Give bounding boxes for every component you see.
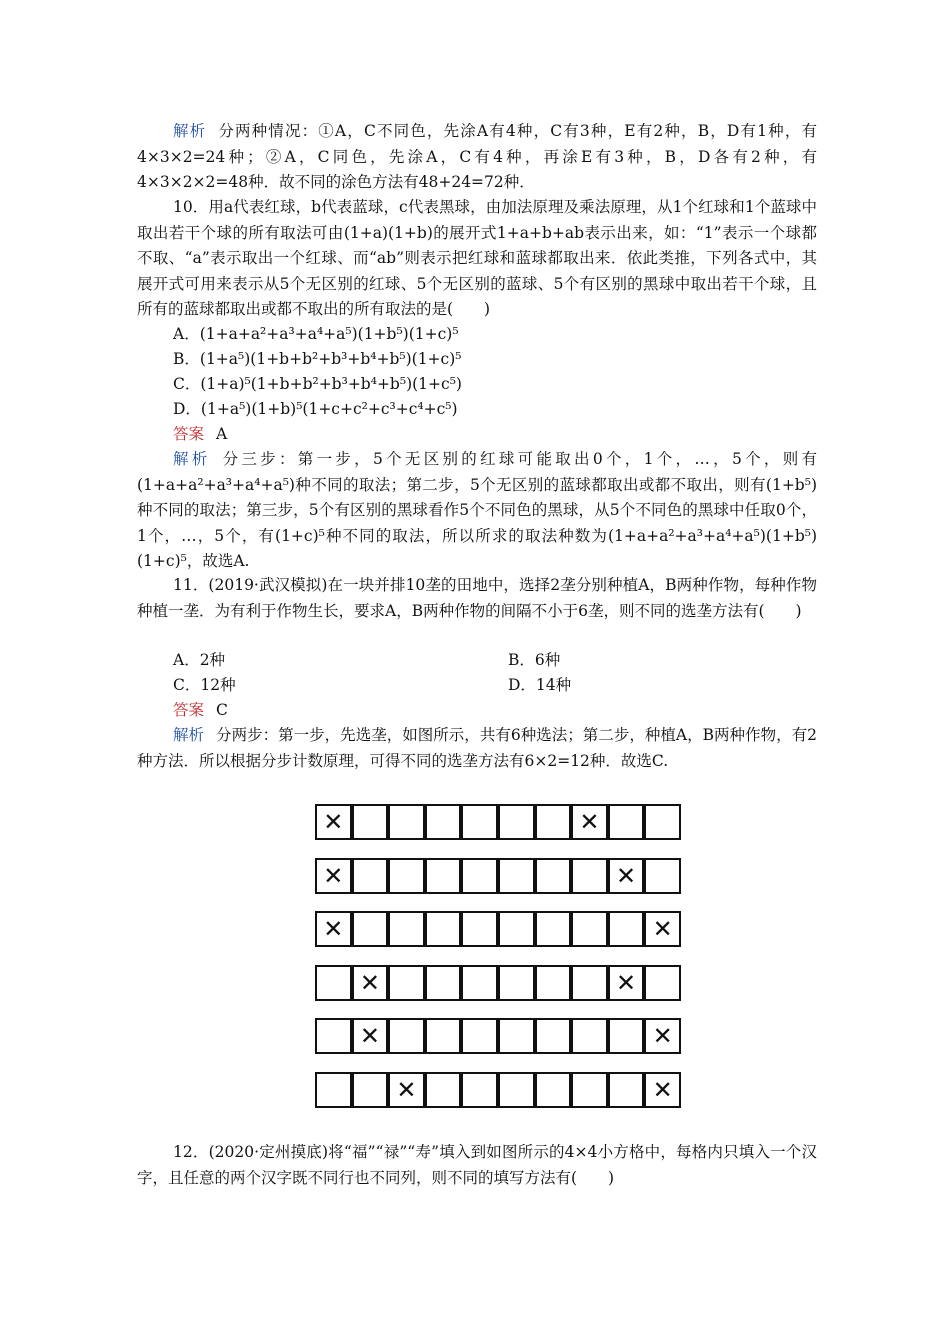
cross-mark-icon: ✕ <box>616 968 637 997</box>
answer-label: 答案 <box>173 425 205 443</box>
ridge-cell <box>352 858 389 894</box>
ridge-cell <box>644 858 681 894</box>
solution-label: 解析 <box>173 726 205 744</box>
ridge-cell <box>461 1018 498 1054</box>
cross-mark-icon: ✕ <box>323 915 344 944</box>
ridge-cell <box>388 1018 425 1054</box>
ridge-cell <box>425 1072 462 1108</box>
ridge-cell <box>461 1072 498 1108</box>
q10-solution <box>137 447 817 575</box>
solution-text: 分三步：第一步，5个无区别的红球可能取出0个，1个，…，5个，则有(1+a+a²+a³+a⁴+a⁵)种不同的取法；第二步，5个无区别的蓝球都取出或都不取出，则有(1+b⁵)种不同的取法；第三步，5个有区别的黑球看作5个不同色的黑球，从5个不同色的黑球中任取0个，1个，…，5个，有(1+c)⁵种不同的取法，所以所求的取法种数为(1+a+a²+a³+a⁴+a⁵)(1+b⁵)(1+c)⁵，故选A. <box>137 450 817 570</box>
cross-mark-icon: ✕ <box>579 808 600 836</box>
ridge-cell <box>535 965 572 1001</box>
ridge-row <box>316 965 682 1001</box>
ridge-row <box>316 804 682 840</box>
q11-stem: 11．(2019·武汉模拟)在一块并排10垄的田地中，选择2垄分别种植A，B两种作物，每种作物种植一垄．为有利于作物生长，要求A，B两种作物的间隔不小于6垄，则不同的选垄方法有( ) <box>137 576 817 620</box>
q11-option-c: C．12种 <box>173 676 236 694</box>
ridge-cell-marked <box>315 911 352 947</box>
ridge-cell-marked <box>571 804 608 840</box>
ridge-cell-marked <box>644 1072 681 1108</box>
q11-option-a: A．2种 <box>173 651 226 669</box>
ridge-cell <box>571 1072 608 1108</box>
answer-value: A <box>216 425 228 443</box>
ridge-cell-marked <box>352 965 389 1001</box>
cross-mark-icon: ✕ <box>652 1076 673 1104</box>
cross-mark-icon: ✕ <box>359 968 380 997</box>
cross-mark-icon: ✕ <box>396 1076 417 1104</box>
ridge-cell <box>461 965 498 1001</box>
ridge-cell <box>498 858 535 894</box>
cross-mark-icon: ✕ <box>616 861 637 890</box>
ridge-cell <box>315 1072 352 1108</box>
q10-answer <box>137 422 817 448</box>
q12-stem: 12．(2020·定州摸底)将“福”“禄”“寿”填入到如图所示的4×4小方格中，每格内只填入一个汉字，且任意的两个汉字既不同行也不同列，则不同的填写方法有( ) <box>137 1143 817 1187</box>
cross-mark-icon: ✕ <box>652 915 673 944</box>
ridge-cell <box>571 911 608 947</box>
ridge-cell-marked <box>352 1018 389 1054</box>
ridge-cell <box>498 1018 535 1054</box>
ridge-cell <box>571 858 608 894</box>
ridge-cell <box>608 1018 645 1054</box>
ridge-cell-marked <box>388 1072 425 1108</box>
cross-mark-icon: ✕ <box>323 861 344 890</box>
ridge-cell <box>608 911 645 947</box>
q11-option-d: D．14种 <box>508 676 572 694</box>
q10-stem: 10．用a代表红球，b代表蓝球，c代表黑球，由加法原理及乘法原理，从1个红球和1个蓝球中取出若干个球的所有取法可由(1+a)(1+b)的展开式1+a+b+ab表示出来，如：“1”表示一个球都不取、“a”表示取出一个红球、而“ab”则表示把红球和蓝球都取出来．依此类推，下列各式中，其展开式可用来表示从5个无区别的红球、5个无区别的蓝球、5个有区别的黑球中取出若干个球，且所有的蓝球都取出或都不取出的所有取法的是( ) <box>137 198 817 318</box>
ridge-row <box>316 858 682 894</box>
ridge-cell <box>425 1018 462 1054</box>
ridge-cell <box>425 965 462 1001</box>
solution-label: 解析 <box>173 122 207 140</box>
cross-mark-icon: ✕ <box>359 1022 380 1051</box>
ridge-cell <box>498 1072 535 1108</box>
ridge-cell <box>352 911 389 947</box>
ridge-cell-marked <box>315 804 352 840</box>
q10-option-c: C．(1+a)⁵(1+b+b²+b³+b⁴+b⁵)(1+c⁵) <box>173 375 462 393</box>
ridge-cell-marked <box>644 911 681 947</box>
ridge-cell <box>388 911 425 947</box>
q11-option-b: B．6种 <box>508 651 561 669</box>
ridge-row <box>316 911 682 947</box>
ridge-cell <box>425 858 462 894</box>
ridge-cell <box>608 804 645 840</box>
ridge-cell <box>425 804 462 840</box>
ridge-cell-marked <box>608 858 645 894</box>
ridge-cell <box>535 858 572 894</box>
ridge-row <box>316 1072 682 1108</box>
ridge-cell-marked <box>644 1018 681 1054</box>
ridge-cell <box>608 1072 645 1108</box>
cross-mark-icon: ✕ <box>652 1022 673 1051</box>
ridge-cell <box>498 911 535 947</box>
ridge-cell <box>315 1018 352 1054</box>
ridge-cell <box>535 911 572 947</box>
ridge-cell <box>388 804 425 840</box>
solution-text: 分两种情况：①A，C不同色，先涂A有4种，C有3种，E有2种，B，D有1种，有4×3×2=24种；②A，C同色，先涂A，C有4种，再涂E有3种，B，D各有2种，有4×3×2×2=48种．故不同的涂色方法有48+24=72种． <box>137 122 817 191</box>
ridge-cell <box>461 858 498 894</box>
q11-answer <box>137 698 817 724</box>
ridge-cell <box>535 1072 572 1108</box>
q10-option-a: A．(1+a+a²+a³+a⁴+a⁵)(1+b⁵)(1+c)⁵ <box>173 325 459 343</box>
ridge-cell <box>535 1018 572 1054</box>
ridge-cell <box>644 965 681 1001</box>
ridge-cell <box>498 804 535 840</box>
ridge-cell <box>388 858 425 894</box>
ridge-cell-marked <box>315 858 352 894</box>
ridge-row <box>316 1018 682 1054</box>
ridge-cell <box>461 911 498 947</box>
q9-solution <box>137 119 817 196</box>
ridge-cell <box>425 911 462 947</box>
answer-label: 答案 <box>173 701 205 719</box>
ridge-cell <box>315 965 352 1001</box>
q10-option-d: D．(1+a⁵)(1+b)⁵(1+c+c²+c³+c⁴+c⁵) <box>173 400 458 418</box>
ridge-cell <box>388 965 425 1001</box>
ridge-cell-marked <box>608 965 645 1001</box>
solution-label: 解析 <box>173 450 211 468</box>
ridge-cell <box>461 804 498 840</box>
ridge-cell <box>571 965 608 1001</box>
ridge-cell <box>498 965 535 1001</box>
solution-text: 分两步：第一步，先选垄，如图所示，共有6种选法；第二步，种植A，B两种作物，有2种方法．所以根据分步计数原理，可得不同的选垄方法有6×2=12种．故选C. <box>137 726 817 770</box>
ridge-cell <box>644 804 681 840</box>
ridge-cell <box>352 804 389 840</box>
ridge-cell <box>352 1072 389 1108</box>
cross-mark-icon: ✕ <box>323 808 344 836</box>
answer-value: C <box>216 701 228 719</box>
ridge-cell <box>535 804 572 840</box>
q10-option-b: B．(1+a⁵)(1+b+b²+b³+b⁴+b⁵)(1+c)⁵ <box>173 350 462 368</box>
ridge-cell <box>571 1018 608 1054</box>
q11-solution <box>137 723 817 774</box>
